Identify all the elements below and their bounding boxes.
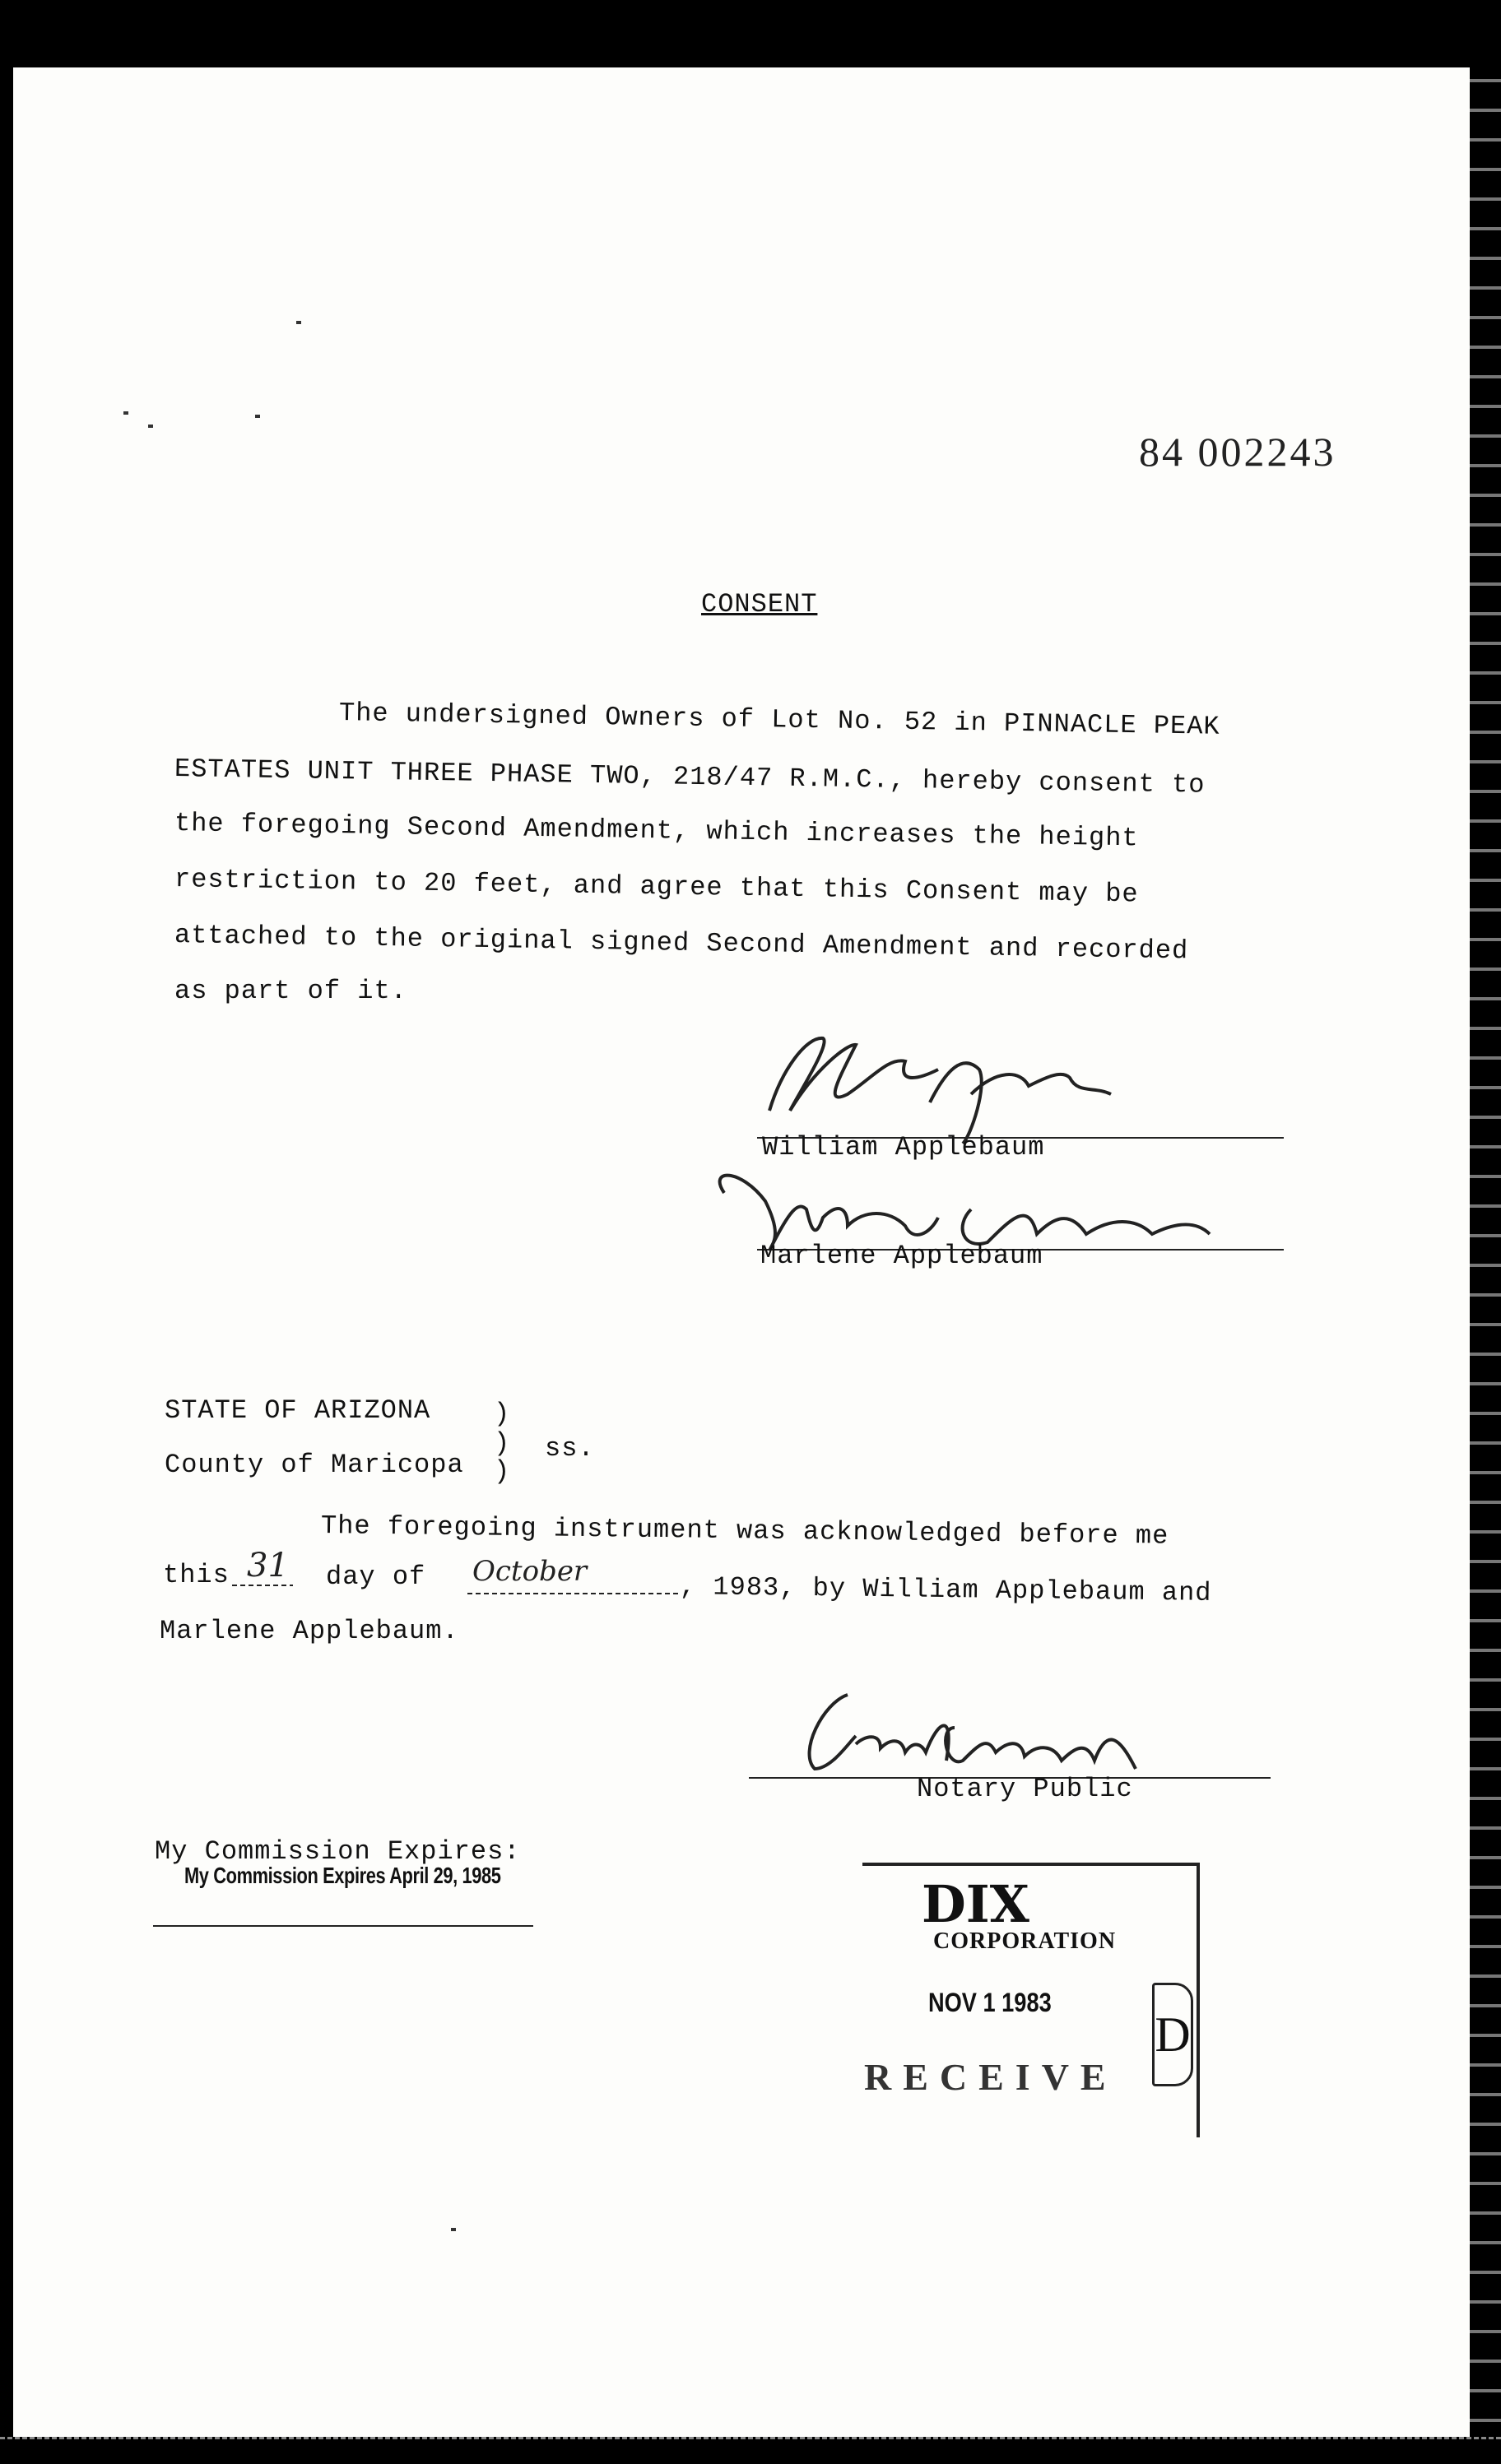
body-line: The undersigned Owners of Lot No. 52 in PINNACLE PEAK [338, 698, 1220, 742]
notary-label: Notary Public [917, 1774, 1133, 1804]
venue-ss: ss. [545, 1433, 595, 1464]
commission-label: My Commission Expires: [155, 1836, 521, 1867]
ack-year-by: , 1983, by William Applebaum and [679, 1571, 1212, 1608]
body-line: attached to the original signed Second Amendment and recorded [174, 920, 1189, 967]
ack-day-handwritten: 31 [247, 1547, 289, 1585]
venue-paren: ) [494, 1456, 511, 1487]
ack-this: this [163, 1560, 230, 1590]
body-line: the foregoing Second Amendment, which increases the height [174, 808, 1139, 854]
ack-line-1: The foregoing instrument was acknowledged before me [320, 1510, 1169, 1552]
stamp-date: NOV 1 1983 [928, 1988, 1052, 2017]
signer-name-william: William Applebaum [762, 1132, 1045, 1162]
venue-state: STATE OF ARIZONA [165, 1395, 431, 1426]
venue-paren: ) [494, 1428, 511, 1459]
stamp-received: RECEIVE [864, 2056, 1118, 2098]
body-line: as part of it. [174, 976, 407, 1006]
ack-month-handwritten: October [472, 1555, 588, 1588]
document-title: CONSENT [701, 589, 818, 619]
document-number: 84 002243 [1139, 429, 1336, 475]
body-line: restriction to 20 feet, and agree that this Consent may be [174, 864, 1139, 910]
commission-line [153, 1925, 533, 1927]
stamp-company: DIX [922, 1874, 1029, 1934]
body-line: ESTATES UNIT THREE PHASE TWO, 218/47 R.M.C., hereby consent to [174, 754, 1206, 800]
venue-paren: ) [494, 1399, 511, 1429]
ack-line-3: Marlene Applebaum. [160, 1616, 459, 1646]
signer-name-marlene: Marlene Applebaum [760, 1241, 1043, 1271]
ack-day-of: day of [326, 1561, 426, 1592]
commission-stamp: My Commission Expires April 29, 1985 [184, 1863, 501, 1888]
stamp-corporation: CORPORATION [933, 1928, 1117, 1954]
venue-county: County of Maricopa [165, 1450, 464, 1480]
stamp-d: D [1152, 1983, 1193, 2086]
